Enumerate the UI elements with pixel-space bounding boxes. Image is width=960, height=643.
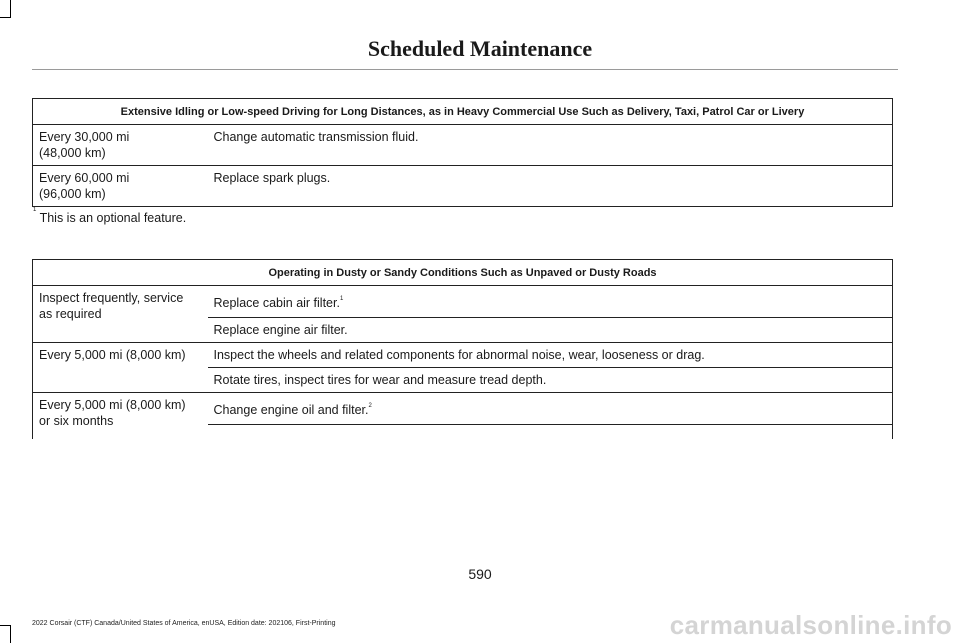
title-divider bbox=[32, 69, 898, 70]
page-title: Scheduled Maintenance bbox=[367, 36, 593, 61]
interval-cell bbox=[33, 393, 208, 440]
table-row bbox=[33, 343, 893, 368]
interval-cell bbox=[33, 125, 208, 166]
footnote-marker: 1 bbox=[33, 207, 37, 213]
crop-mark-bottom-horizontal bbox=[0, 625, 11, 626]
crop-mark-top bbox=[10, 0, 12, 18]
table-row bbox=[33, 166, 893, 207]
table-heading: Extensive Idling or Low-speed Driving for Long Distances, as in Heavy Commercial Use Such as Delivery, Taxi, Patrol Car or Livery bbox=[33, 99, 893, 125]
interval-text: Every 5,000 mi (8,000 km) bbox=[39, 398, 186, 412]
table-heading-row bbox=[33, 260, 893, 286]
watermark: carmanualsonline.info bbox=[669, 610, 952, 640]
interval-cell bbox=[33, 166, 208, 207]
action-cell: Replace engine air filter. bbox=[208, 318, 893, 343]
dusty-conditions-table bbox=[32, 259, 893, 439]
interval-cell bbox=[33, 286, 208, 343]
interval-text: as required bbox=[39, 307, 102, 321]
interval-text: or six months bbox=[39, 414, 114, 428]
action-cell: Change automatic transmission fluid. bbox=[208, 125, 893, 166]
action-cell-continued bbox=[208, 425, 893, 440]
action-cell bbox=[208, 393, 893, 425]
interval-text: Inspect frequently, service bbox=[39, 291, 184, 305]
table-heading-row bbox=[33, 99, 893, 125]
action-cell: Inspect the wheels and related components for abnormal noise, wear, looseness or drag. bbox=[208, 343, 893, 368]
table-row bbox=[33, 393, 893, 425]
interval-text-km: (96,000 km) bbox=[39, 187, 106, 201]
footnote-ref: 1 bbox=[339, 296, 344, 302]
action-text: Replace cabin air filter. bbox=[213, 296, 340, 310]
crop-mark-top-horizontal bbox=[0, 17, 11, 18]
interval-text: Every 60,000 mi bbox=[39, 171, 130, 185]
footnote-ref: 2 bbox=[368, 403, 372, 409]
action-cell: Replace spark plugs. bbox=[208, 166, 893, 207]
page-number: 590 bbox=[468, 566, 492, 582]
interval-cell: Every 5,000 mi (8,000 km) bbox=[33, 343, 208, 393]
idling-maintenance-table bbox=[32, 98, 893, 207]
crop-mark-bottom bbox=[10, 625, 12, 643]
footnote-text: This is an optional feature. bbox=[36, 211, 187, 225]
action-cell: Rotate tires, inspect tires for wear and measure tread depth. bbox=[208, 368, 893, 393]
action-cell bbox=[208, 286, 893, 318]
footnote bbox=[33, 207, 187, 225]
action-text: Change engine oil and filter. bbox=[213, 403, 369, 417]
table-heading: Operating in Dusty or Sandy Conditions Such as Unpaved or Dusty Roads bbox=[33, 260, 893, 286]
table-row bbox=[33, 125, 893, 166]
table-row bbox=[33, 286, 893, 318]
edition-info: 2022 Corsair (CTF) Canada/United States of America, enUSA, Edition date: 202106, First-Printing bbox=[32, 620, 336, 627]
interval-text-km: (48,000 km) bbox=[39, 146, 106, 160]
interval-text: Every 30,000 mi bbox=[39, 130, 130, 144]
